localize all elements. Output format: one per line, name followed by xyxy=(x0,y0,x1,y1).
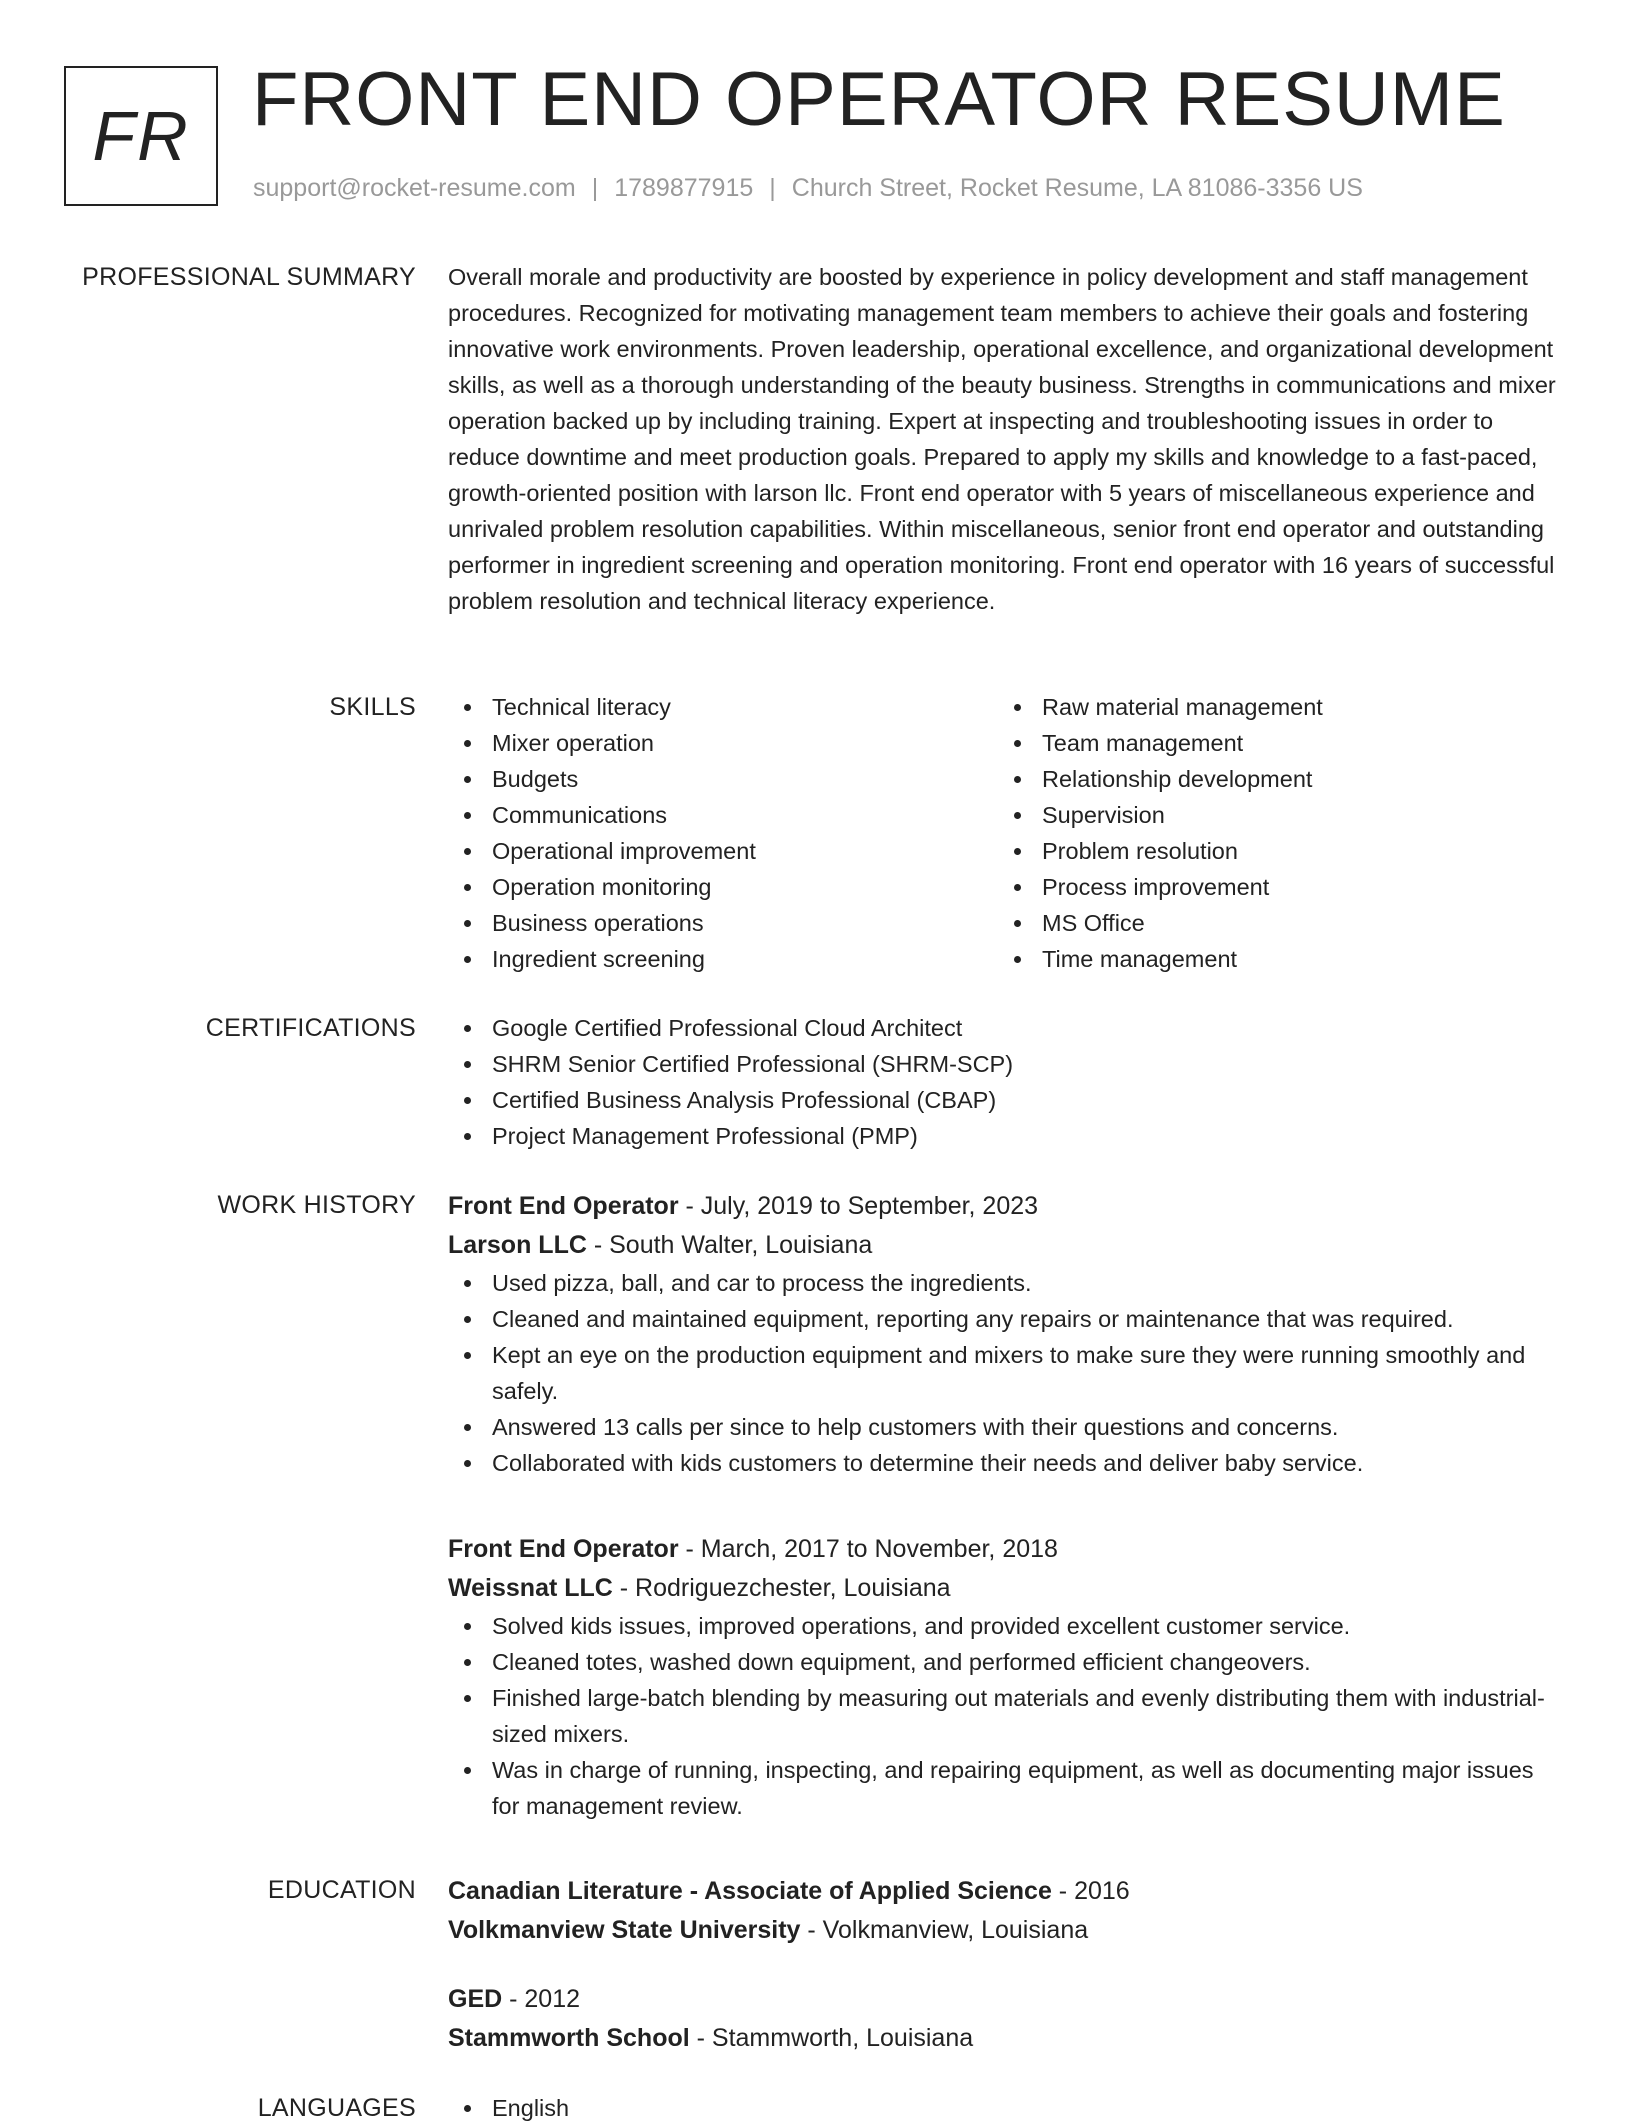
education-school-line xyxy=(448,2019,1558,2058)
certifications-body xyxy=(448,1010,1558,1154)
languages-list xyxy=(448,2090,1558,2126)
section-heading: PROFESSIONAL SUMMARY xyxy=(82,263,416,291)
section-heading: WORK HISTORY xyxy=(217,1191,416,1219)
job-duty-item: Answered 13 calls per since to help customers with their questions and concerns. xyxy=(448,1409,1558,1445)
skills-list-left xyxy=(448,689,998,977)
job-entry xyxy=(448,1187,1558,1481)
job-dates: - July, 2019 to September, 2023 xyxy=(678,1192,1039,1220)
job-company-line xyxy=(448,1226,1558,1265)
education-year: - 2012 xyxy=(502,1985,581,2013)
summary-text: Overall morale and productivity are boosted by experience in policy development and staff management procedures. Recognized for motivating management team members to achieve their goals and fostering innovative work environments. Proven leadership, operational excellence, and organizational development skills, as well as a thorough understanding of the beauty business. Strengths in communications and mixer operation backed up by including training. Expert at inspecting and troubleshooting issues in order to reduce downtime and meet production goals. Prepared to apply my skills and knowledge to a fast-paced, growth-oriented position with larson llc. Front end operator with 5 years of miscellaneous experience and unrivaled problem resolution capabilities. Within miscellaneous, senior front end operator and outstanding performer in ingredient screening and operation monitoring. Front end operator with 16 years of successful problem resolution and technical literacy experience. xyxy=(448,264,1556,614)
education-school-line xyxy=(448,1911,1558,1950)
education-body xyxy=(448,1872,1558,2088)
section-heading: SKILLS xyxy=(329,693,416,721)
education-school: Stammworth School xyxy=(448,2024,690,2052)
education-degree-line xyxy=(448,1872,1558,1911)
skill-item: Mixer operation xyxy=(448,725,998,761)
skill-item: Supervision xyxy=(998,797,1548,833)
skill-item: MS Office xyxy=(998,905,1548,941)
job-duty-item: Used pizza, ball, and car to process the ingredients. xyxy=(448,1265,1558,1301)
monogram-initials: FR xyxy=(92,97,190,175)
skills-grid xyxy=(448,689,1558,977)
contact-line xyxy=(253,174,1363,203)
language-item: English xyxy=(448,2090,1558,2126)
job-title-line xyxy=(448,1187,1558,1226)
skill-item: Relationship development xyxy=(998,761,1548,797)
skill-item: Operation monitoring xyxy=(448,869,998,905)
summary-body xyxy=(448,259,1558,619)
education-year: - 2016 xyxy=(1051,1877,1130,1905)
job-duties xyxy=(448,1265,1558,1481)
resume-title: FRONT END OPERATOR RESUME xyxy=(252,57,1506,142)
skills-body xyxy=(448,689,1558,977)
education-location: - Stammworth, Louisiana xyxy=(689,2024,974,2052)
job-duty-item: Finished large-batch blending by measuring out materials and evenly distributing them with industrial-sized mixers. xyxy=(448,1680,1558,1752)
education-degree: GED xyxy=(448,1985,503,2013)
contact-address: Church Street, Rocket Resume, LA 81086-3356 US xyxy=(791,174,1363,202)
certification-item: SHRM Senior Certified Professional (SHRM-SCP) xyxy=(448,1046,1558,1082)
education-degree: Canadian Literature - Associate of Applied Science xyxy=(448,1877,1052,1905)
skill-item: Team management xyxy=(998,725,1548,761)
job-company-line xyxy=(448,1569,1558,1608)
work-history-body xyxy=(448,1187,1558,1819)
monogram-box xyxy=(64,66,218,206)
skill-item: Technical literacy xyxy=(448,689,998,725)
job-entry xyxy=(448,1530,1558,1824)
skills-list-right xyxy=(998,689,1548,977)
job-title-line xyxy=(448,1530,1558,1569)
job-company: Weissnat LLC xyxy=(448,1574,613,1602)
skill-item: Ingredient screening xyxy=(448,941,998,977)
job-location: - South Walter, Louisiana xyxy=(586,1231,873,1259)
job-duty-item: Cleaned totes, washed down equipment, and performed efficient changeovers. xyxy=(448,1644,1558,1680)
education-entry xyxy=(448,1872,1558,1950)
skill-item: Communications xyxy=(448,797,998,833)
job-title: Front End Operator xyxy=(448,1535,679,1563)
contact-separator: | xyxy=(769,174,776,202)
section-heading: LANGUAGES xyxy=(257,2094,416,2122)
section-heading: CERTIFICATIONS xyxy=(205,1014,416,1042)
skill-item: Time management xyxy=(998,941,1548,977)
section-heading: EDUCATION xyxy=(267,1876,416,1904)
education-location: - Volkmanview, Louisiana xyxy=(800,1916,1089,1944)
skill-item: Budgets xyxy=(448,761,998,797)
job-company: Larson LLC xyxy=(448,1231,587,1259)
contact-phone[interactable]: 1789877915 xyxy=(614,174,754,202)
job-duties xyxy=(448,1608,1558,1824)
contact-email[interactable]: support@rocket-resume.com xyxy=(253,174,576,202)
skill-item: Problem resolution xyxy=(998,833,1548,869)
skill-item: Process improvement xyxy=(998,869,1548,905)
job-duty-item: Kept an eye on the production equipment and mixers to make sure they were running smoothly and safely. xyxy=(448,1337,1558,1409)
job-duty-item: Collaborated with kids customers to determine their needs and deliver baby service. xyxy=(448,1445,1558,1481)
certifications-list xyxy=(448,1010,1558,1154)
languages-body xyxy=(448,2090,1558,2126)
job-duty-item: Cleaned and maintained equipment, reporting any repairs or maintenance that was required. xyxy=(448,1301,1558,1337)
education-entry xyxy=(448,1980,1558,2058)
contact-separator: | xyxy=(591,174,599,202)
job-dates: - March, 2017 to November, 2018 xyxy=(678,1535,1058,1563)
job-duty-item: Solved kids issues, improved operations, and provided excellent customer service. xyxy=(448,1608,1558,1644)
skill-item: Raw material management xyxy=(998,689,1548,725)
certification-item: Project Management Professional (PMP) xyxy=(448,1118,1558,1154)
job-title: Front End Operator xyxy=(448,1192,679,1220)
job-location: - Rodriguezchester, Louisiana xyxy=(612,1574,951,1602)
job-duty-item: Was in charge of running, inspecting, and repairing equipment, as well as documenting major issues for management review. xyxy=(448,1752,1558,1824)
certification-item: Certified Business Analysis Professional (CBAP) xyxy=(448,1082,1558,1118)
skill-item: Operational improvement xyxy=(448,833,998,869)
education-degree-line xyxy=(448,1980,1558,2019)
education-school: Volkmanview State University xyxy=(448,1916,801,1944)
certification-item: Google Certified Professional Cloud Architect xyxy=(448,1010,1558,1046)
skill-item: Business operations xyxy=(448,905,998,941)
